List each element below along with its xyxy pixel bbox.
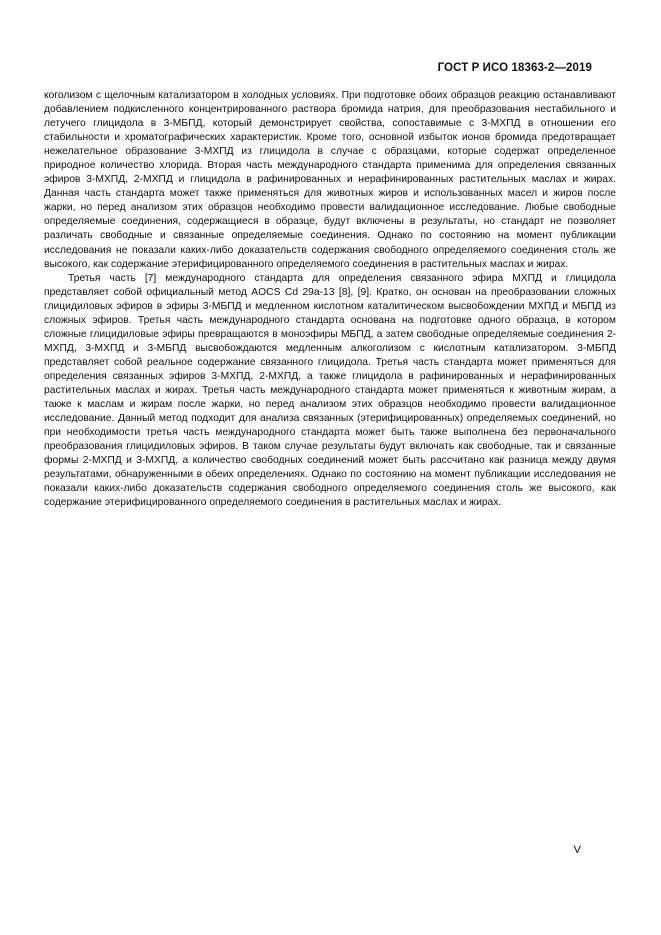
paragraph-continuation: коголизом с щелочным катализатором в холодных условиях. При подготовке обоих образцов реакцию останавливают добавлением подкисленного концентрированного раствора бромида натрия, для преобразования нестабильного и летучего глицидола в 3-МБПД, который демонстрирует свойства, сопоставимые с 3-МХПД в отношении его стабильности и хроматографических характеристик. Кроме того, основной избыток ионов бромида предотвращает нежелательное образование 3-МХПД из глицидола в случае с образцами, которые содержат определенное природное количество хлорида. Вторая часть международного стандарта применима для определения связанных эфиров 3-МХПД, 2-МХПД и глицидола в рафинированных и нерафинированных растительных маслах и жирах. Данная часть стандарта может также применяться для животных жиров и использованных масел и жиров после жарки, но перед анализом этих образцов необходимо провести валидационное исследование. Любые свободные определяемые соединения, содержащиеся в образце, будут включены в результаты, но стандарт не позволяет различать свободные и связанные определяемые соединения. Однако по состоянию на момент публикации исследования не показали каких-либо доказательств содержания свободного определяемого соединения столь же высокого, как содержание этерифицированного определяемого соединения в растительных маслах и жирах. [44,90,616,270]
paragraph-third-part: Третья часть [7] международного стандарта для определения связанного эфира МХПД и глицидола представляет собой официальный метод AOCS Cd 29a-13 [8], [9]. Кратко, он основан на преобразовании сложных глицидиловых эфиров в эфиры 3-МБПД и медленном кислотном каталитическом высвобождении МХПД и МБПД из сложных эфиров. Третья часть международного стандарта основана на подготовке одного образца, в котором сложные глицидиловые эфиры превращаются в моноэфиры МБПД, а затем свободные определяемые соединения 2-МХПД, 3-МХПД и 3-МБПД высвобождаются медленным алкоголизом с кислотным катализатором. 3-МБПД представляет собой реальное содержание связанного глицидола. Третья часть стандарта может применяться для определения связанных эфиров 3-МХПД, 2-МХПД, а также глицидола в рафинированных и нерафинированных растительных маслах и жирах. Третья часть международного стандарта может применяться к животным жирам, а также к маслам и жирам после жарки, но перед анализом этих образцов необходимо провести валидационное исследование. Данный метод подходит для анализа связанных (этерифицированных) определяемых соединений, но при необходимости третья часть международного стандарта может быть также выполнена без первоначального преобразования глицидиловых эфиров. В таком случае результаты будут включать как свободные, так и связанные формы 2-МХПД и 3-МХПД, а количество свободных соединений может быть рассчитано как разница между двумя результатами, обнаруженными в обеих определениях. Однако по состоянию на момент публикации исследования не показали каких-либо доказательств содержания свободного определяемого соединения столь же высокого, как содержание этерифицированного определяемого соединения в растительных маслах и жирах. [44,272,616,509]
standard-header: ГОСТ Р ИСО 18363-2—2019 [437,62,592,74]
body-text [44,89,616,510]
page-number: V [573,844,581,856]
